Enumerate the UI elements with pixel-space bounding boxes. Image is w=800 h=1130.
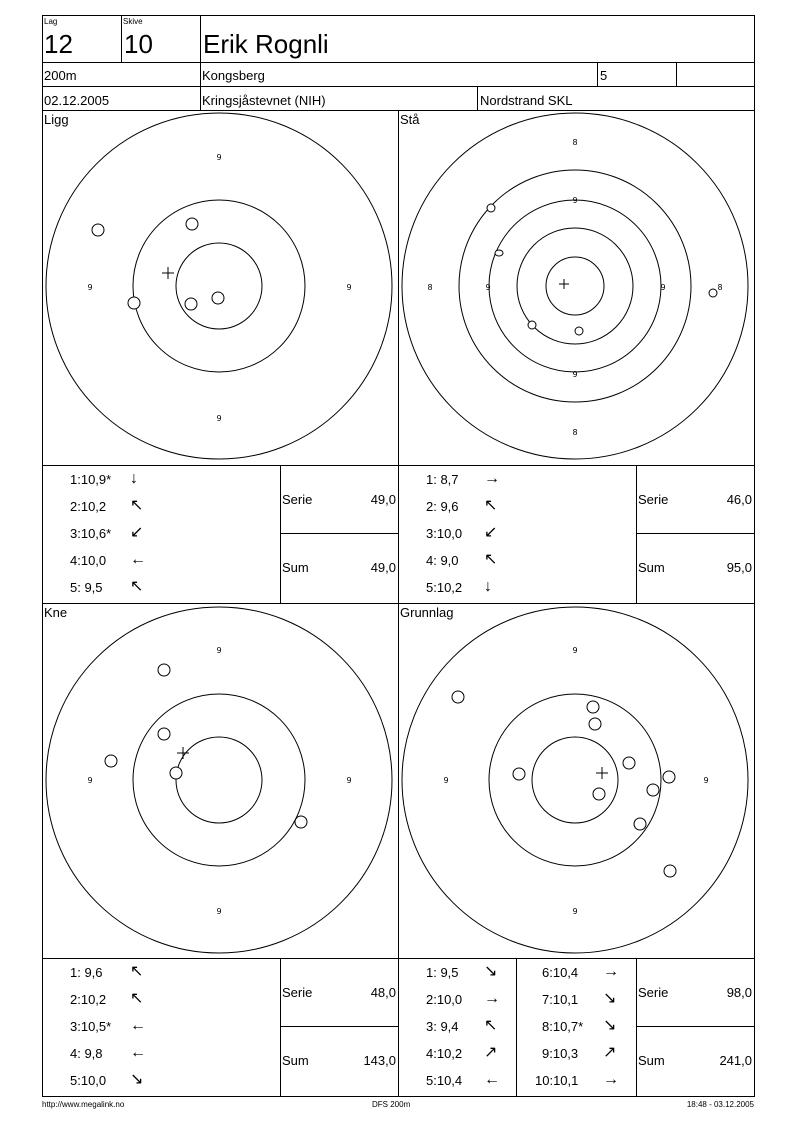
sum-label: Sum: [638, 1053, 665, 1068]
club: Kongsberg: [202, 68, 265, 83]
class: 5: [600, 68, 608, 83]
shot-score: 2:10,0: [426, 992, 463, 1007]
direction-arrow-icon: ←: [130, 551, 146, 568]
serie-label: Serie: [638, 492, 669, 507]
shot-score: 5:10,4: [426, 1073, 463, 1088]
center-cross: [162, 267, 174, 279]
serie-value: 48,0: [370, 985, 396, 1000]
direction-arrow-icon: ↖: [484, 497, 498, 514]
direction-arrow-icon: ↗: [484, 1044, 498, 1061]
sum-value: 143,0: [363, 1053, 396, 1068]
direction-arrow-icon: ↓: [130, 470, 138, 487]
shot-score: 4: 9,0: [426, 553, 459, 568]
direction-arrow-icon: ↙: [130, 524, 144, 541]
shooter-name: Erik Rognli: [203, 29, 329, 59]
sum-value: 241,0: [719, 1053, 752, 1068]
center-cross: [177, 747, 189, 759]
shot-hole: [634, 818, 646, 830]
ring-number: 9: [443, 776, 449, 785]
direction-arrow-icon: ←: [130, 1017, 146, 1034]
direction-arrow-icon: ↖: [130, 990, 144, 1007]
shot-hole: [158, 728, 170, 740]
shot-score: 1: 8,7: [426, 472, 459, 487]
shot-hole: [513, 768, 525, 780]
shot-score: 2: 9,6: [426, 499, 459, 514]
distance: 200m: [44, 68, 77, 83]
shot-score: 5: 9,5: [70, 580, 103, 595]
ring-number: 9: [216, 153, 222, 162]
shot-hole: [92, 224, 104, 236]
shot-score: 10:10,1: [535, 1073, 579, 1088]
ring-number: 9: [216, 414, 222, 423]
panel-title: Ligg: [44, 112, 69, 127]
shot-score: 8:10,7*: [542, 1019, 584, 1034]
shot-hole: [105, 755, 117, 767]
shot-hole: [158, 664, 170, 676]
direction-arrow-icon: →: [484, 470, 500, 487]
shot-hole: [495, 250, 503, 256]
direction-arrow-icon: ←: [484, 1071, 500, 1088]
serie-label: Serie: [638, 985, 669, 1000]
shot-score: 4:10,0: [70, 553, 107, 568]
footer-center: DFS 200m: [372, 1100, 411, 1109]
shot-score: 2:10,2: [70, 992, 107, 1007]
direction-arrow-icon: ↘: [603, 990, 617, 1007]
center-cross: [559, 279, 569, 289]
panel-title: Stå: [400, 112, 420, 127]
shot-score: 7:10,1: [542, 992, 579, 1007]
panel-title: Kne: [44, 605, 68, 620]
direction-arrow-icon: ↘: [130, 1071, 144, 1088]
skive-label: Skive: [123, 17, 143, 26]
direction-arrow-icon: ↖: [130, 497, 144, 514]
ring-number: 9: [660, 283, 666, 292]
shot-hole: [128, 297, 140, 309]
serie-value: 49,0: [370, 492, 396, 507]
shot-hole: [212, 292, 224, 304]
footer-timestamp: 18:48 - 03.12.2005: [686, 1100, 754, 1109]
ring-number: 9: [87, 776, 93, 785]
direction-arrow-icon: ↖: [130, 578, 144, 595]
shot-score: 1: 9,6: [70, 965, 103, 980]
lag-value: 12: [44, 29, 73, 59]
direction-arrow-icon: ↖: [484, 551, 498, 568]
direction-arrow-icon: ↘: [603, 1017, 617, 1034]
shot-hole: [575, 327, 583, 335]
ring-number: 9: [572, 646, 578, 655]
shot-hole: [528, 321, 536, 329]
shot-score: 5:10,2: [426, 580, 463, 595]
shot-score: 4: 9,8: [70, 1046, 103, 1061]
sum-label: Sum: [282, 560, 309, 575]
shot-hole: [623, 757, 635, 769]
shot-hole: [295, 816, 307, 828]
direction-arrow-icon: ↖: [484, 1017, 498, 1034]
shot-score: 5:10,0: [70, 1073, 107, 1088]
ring-number: 9: [346, 776, 352, 785]
shot-hole: [452, 691, 464, 703]
skive-value: 10: [124, 29, 153, 59]
ring-number: 8: [572, 138, 578, 147]
target-staa: [399, 110, 755, 465]
target-kne: [42, 603, 398, 958]
sum-value: 95,0: [726, 560, 752, 575]
shot-hole: [185, 298, 197, 310]
ring-number: 8: [427, 283, 433, 292]
ring-number: 9: [346, 283, 352, 292]
ring-number: 9: [703, 776, 709, 785]
shot-hole: [663, 771, 675, 783]
shot-score: 3:10,0: [426, 526, 463, 541]
shot-score: 3:10,6*: [70, 526, 112, 541]
ring-number: 8: [572, 428, 578, 437]
shot-hole: [647, 784, 659, 796]
shot-hole: [186, 218, 198, 230]
serie-label: Serie: [282, 492, 313, 507]
target-ligg: [42, 110, 398, 465]
shot-score: 6:10,4: [542, 965, 579, 980]
ring-number: 9: [572, 907, 578, 916]
shot-score: 9:10,3: [542, 1046, 579, 1061]
venue: Nordstrand SKL: [480, 93, 573, 108]
shot-hole: [709, 289, 717, 297]
direction-arrow-icon: ↖: [130, 963, 144, 980]
ring-number: 9: [572, 196, 578, 205]
shot-score: 3: 9,4: [426, 1019, 459, 1034]
date: 02.12.2005: [44, 93, 110, 108]
direction-arrow-icon: ↗: [603, 1044, 617, 1061]
shot-hole: [487, 204, 495, 212]
shot-hole: [593, 788, 605, 800]
ring-number: 9: [87, 283, 93, 292]
shot-score: 4:10,2: [426, 1046, 463, 1061]
direction-arrow-icon: →: [603, 963, 619, 980]
lag-label: Lag: [44, 17, 58, 26]
center-cross: [596, 767, 608, 779]
footer-link[interactable]: http://www.megalink.no: [42, 1100, 125, 1109]
ring-number: 9: [485, 283, 491, 292]
shot-score: 3:10,5*: [70, 1019, 112, 1034]
shot-score: 1: 9,5: [426, 965, 459, 980]
target-grunnlag: [399, 603, 755, 958]
ring-number: 9: [216, 907, 222, 916]
direction-arrow-icon: →: [484, 990, 500, 1007]
event-name: Kringsjåstevnet (NIH): [202, 93, 326, 108]
direction-arrow-icon: ↙: [484, 524, 498, 541]
sum-value: 49,0: [370, 560, 396, 575]
direction-arrow-icon: ↘: [484, 963, 498, 980]
ring-number: 8: [717, 283, 723, 292]
sum-label: Sum: [638, 560, 665, 575]
serie-value: 98,0: [726, 985, 752, 1000]
direction-arrow-icon: ↓: [484, 578, 492, 595]
serie-value: 46,0: [726, 492, 752, 507]
shot-hole: [589, 718, 601, 730]
panel-title: Grunnlag: [400, 605, 454, 620]
shot-hole: [170, 767, 182, 779]
shot-hole: [587, 701, 599, 713]
sum-label: Sum: [282, 1053, 309, 1068]
direction-arrow-icon: →: [603, 1071, 619, 1088]
shot-hole: [664, 865, 676, 877]
shot-score: 1:10,9*: [70, 472, 112, 487]
direction-arrow-icon: ←: [130, 1044, 146, 1061]
ring-number: 9: [572, 370, 578, 379]
ring-number: 9: [216, 646, 222, 655]
shot-score: 2:10,2: [70, 499, 107, 514]
serie-label: Serie: [282, 985, 313, 1000]
